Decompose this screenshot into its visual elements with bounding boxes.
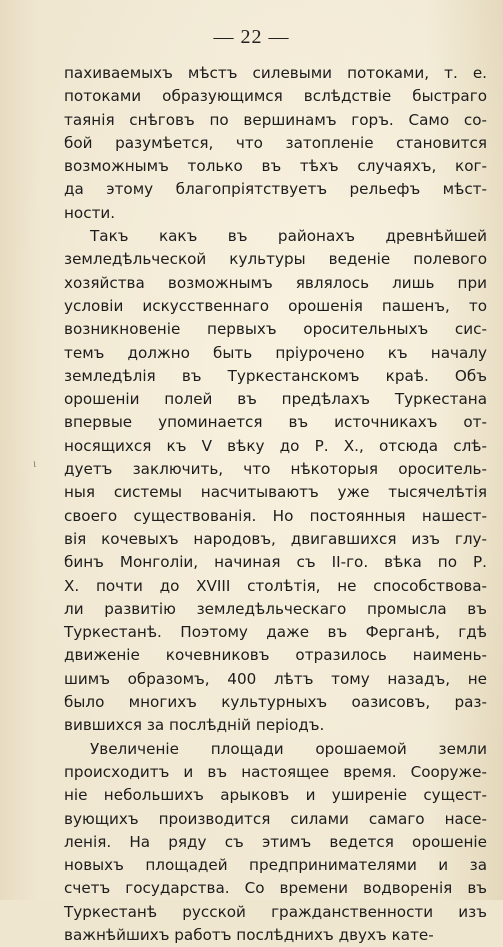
paragraph xyxy=(64,62,487,225)
text-line: ленія. На ряду съ этимъ ведется орошеніе xyxy=(64,832,487,851)
paragraph xyxy=(64,225,487,738)
body-text xyxy=(64,62,487,947)
text-line: Х. почти до XVIII столѣтія, не способствова- xyxy=(64,576,487,595)
text-line: важнѣйшихъ работъ послѣднихъ двухъ кате- xyxy=(64,925,434,944)
text-line: темъ должно быть пріурочено къ началу xyxy=(64,343,487,362)
text-line: земледѣлія въ Туркестанскомъ краѣ. Объ xyxy=(64,366,487,385)
text-line: Такъ какъ въ районахъ древнѣйшей xyxy=(90,227,487,246)
text-line: своего существованія. Но постоянныя нашест- xyxy=(64,506,487,525)
text-line: орошеніи полей въ предѣлахъ Туркестана xyxy=(64,390,487,409)
text-line: носящихся къ V вѣку до Р. Х., отсюда слѣ- xyxy=(64,436,487,455)
text-line: бинъ Монголіи, начиная съ II-го. вѣка по Р. xyxy=(64,553,487,572)
text-line: дуетъ заключить, что нѣкоторыя ороситель- xyxy=(64,460,487,479)
text-line: возникновеніе первыхъ оросительныхъ сис- xyxy=(64,320,487,339)
text-line: условіи искусственнаго орошенія пашенъ, то xyxy=(64,296,487,315)
text-line: вующихъ производится силами самаго насе- xyxy=(64,809,487,828)
text-line: хозяйства возможнымъ являлось лишь при xyxy=(64,273,487,292)
text-line: Туркестанѣ русской гражданственности изъ xyxy=(64,902,487,921)
text-line: вившихся за послѣдній періодъ. xyxy=(64,716,325,735)
page-number: — 22 — xyxy=(213,26,290,48)
text-line: происходитъ и въ настоящее время. Сооруже- xyxy=(64,762,487,781)
text-line: ности. xyxy=(64,203,116,222)
paragraph xyxy=(64,738,487,947)
text-line: бой разумѣется, что затопленіе становится xyxy=(64,133,487,152)
text-line: шимъ образомъ, 400 лѣтъ тому назадъ, не xyxy=(64,669,487,688)
margin-mark: ι xyxy=(33,456,37,470)
text-line: Увеличеніе площади орошаемой земли xyxy=(90,739,487,758)
text-line: движеніе кочевниковъ отразилось наимень- xyxy=(64,646,487,665)
text-line: ли развитію земледѣльческаго промысла въ xyxy=(64,599,487,618)
text-line: ніе небольшихъ арыковъ и уширеніе сущест- xyxy=(64,786,487,805)
text-line: ныя системы насчитываютъ уже тысячелѣтія xyxy=(64,483,487,502)
text-line: пахиваемыхъ мѣстъ силевыми потоками, т. е. xyxy=(64,64,487,82)
text-line: счетъ государства. Со времени водворенія въ xyxy=(64,879,487,898)
text-line: вія кочевыхъ народовъ, двигавшихся изъ глу- xyxy=(64,529,487,548)
text-line: было многихъ культурныхъ оазисовъ, раз- xyxy=(64,693,487,712)
text-line: земледѣльческой культуры веденіе полевого xyxy=(64,250,487,269)
text-line: таянія снѣговъ по вершинамъ горъ. Само со- xyxy=(64,110,487,129)
text-line: Туркестанѣ. Поэтому даже въ Ферганѣ, гдѣ xyxy=(64,623,487,642)
text-line: впервые упоминается въ источникахъ от- xyxy=(64,413,487,432)
text-line: возможнымъ только въ тѣхъ случаяхъ, ког- xyxy=(64,157,487,176)
text-line: да этому благопріятствуетъ рельефъ мѣст- xyxy=(64,180,487,199)
text-line: потоками образующимся вслѣдствіе быстраго xyxy=(64,87,487,106)
text-line: новыхъ площадей предпринимателями и за xyxy=(64,856,487,875)
